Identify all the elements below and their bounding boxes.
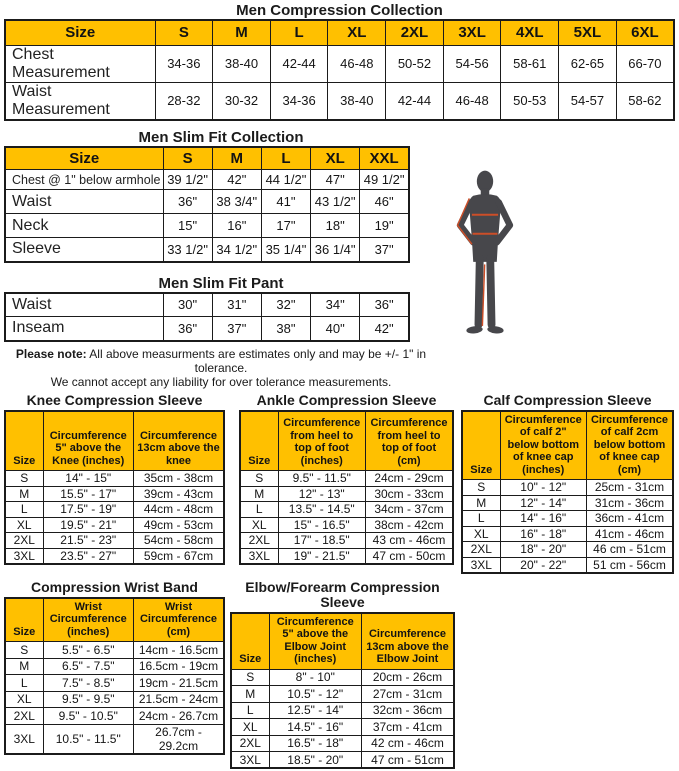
table-cell: 25cm - 31cm	[587, 480, 674, 496]
column-header: XL	[311, 147, 360, 170]
knee-sleeve-section	[4, 393, 225, 574]
table-cell: L	[5, 502, 43, 518]
table-row	[5, 533, 224, 549]
table-cell: 13.5" - 14.5"	[278, 502, 366, 518]
column-header: Circumference from heel to top of foot (cm)	[366, 411, 454, 471]
table-cell: 21.5cm - 24cm	[134, 691, 225, 708]
men-slim-fit-table	[4, 146, 410, 263]
table-body	[462, 480, 673, 573]
column-header: Size	[462, 411, 500, 480]
table-cell: 34cm - 37cm	[366, 502, 454, 518]
men-compression-table	[4, 19, 675, 121]
table-body	[240, 471, 453, 564]
table-cell: 3XL	[462, 557, 500, 573]
table-cell: Waist	[5, 190, 163, 214]
column-header: XL	[328, 20, 386, 45]
column-header: M	[212, 147, 261, 170]
table-body	[5, 471, 224, 564]
column-header: S	[155, 20, 213, 45]
table-header	[5, 20, 674, 45]
table-row	[462, 511, 673, 527]
table-row	[462, 480, 673, 496]
elbow-sleeve-table	[230, 612, 455, 770]
table-cell: 42-44	[270, 45, 328, 82]
header-row	[231, 613, 454, 670]
table-cell: 38-40	[213, 45, 271, 82]
table-cell: 16.5" - 18"	[269, 735, 362, 752]
table-cell: XL	[5, 691, 43, 708]
table-cell: 10.5" - 12"	[269, 686, 362, 703]
table-header	[240, 411, 453, 471]
table-cell: 58-62	[616, 82, 674, 120]
table-cell: 2XL	[240, 533, 278, 549]
table-cell: Inseam	[5, 317, 163, 341]
table-cell: 43 cm - 46cm	[366, 533, 454, 549]
table-cell: 47"	[311, 170, 360, 190]
table-cell: Neck	[5, 214, 163, 238]
table-cell: 9.5" - 11.5"	[278, 471, 366, 487]
table-cell: 20cm - 26cm	[362, 669, 455, 686]
table-cell: 5.5" - 6.5"	[43, 642, 134, 659]
table-row	[5, 675, 224, 692]
calf-sleeve-section	[461, 393, 674, 574]
ankle-sleeve-section	[239, 393, 454, 574]
table-cell: 38cm - 42cm	[366, 517, 454, 533]
table-cell: 42"	[212, 170, 261, 190]
knee-sleeve-table	[4, 410, 225, 565]
header-row	[5, 20, 674, 45]
column-header: 5XL	[559, 20, 617, 45]
table-row	[462, 526, 673, 542]
table-cell: 30cm - 33cm	[366, 486, 454, 502]
table-row	[5, 82, 674, 120]
table-row	[5, 190, 409, 214]
table-cell: 34"	[311, 293, 360, 317]
table-cell: 42 cm - 46cm	[362, 735, 455, 752]
table-cell: 20" - 22"	[500, 557, 587, 573]
table-cell: 18"	[311, 214, 360, 238]
table-cell: 32cm - 36cm	[362, 702, 455, 719]
table-row	[5, 45, 674, 82]
header-row	[240, 411, 453, 471]
table-cell: 37"	[360, 238, 409, 262]
table-cell: Chest Measurement	[5, 45, 155, 82]
table-row	[5, 548, 224, 564]
table-cell: 42-44	[386, 82, 444, 120]
table-cell: M	[231, 686, 269, 703]
men-slim-fit-pant-table	[4, 292, 410, 342]
table-cell: 15"	[163, 214, 212, 238]
table-row	[231, 669, 454, 686]
table-cell: 14cm - 16.5cm	[134, 642, 225, 659]
table-cell: Waist Measurement	[5, 82, 155, 120]
header-row	[462, 411, 673, 480]
table-cell: L	[240, 502, 278, 518]
table-cell: 6.5" - 7.5"	[43, 658, 134, 675]
table-cell: 14" - 15"	[43, 471, 134, 487]
column-header: Circumference of calf 2cm below bottom of knee cap (cm)	[587, 411, 674, 480]
tolerance-note-line1	[4, 347, 438, 375]
table-cell: 66-70	[616, 45, 674, 82]
men-compression-title: Men Compression Collection	[236, 2, 443, 19]
table-cell: Waist	[5, 293, 163, 317]
table-cell: 35 1/4"	[261, 238, 310, 262]
table-cell: L	[231, 702, 269, 719]
table-cell: 44 1/2"	[261, 170, 310, 190]
header-row	[5, 411, 224, 471]
column-header: Circumference from heel to top of foot (inches)	[278, 411, 366, 471]
table-row	[240, 486, 453, 502]
column-header: Size	[240, 411, 278, 471]
table-cell: 38"	[261, 317, 310, 341]
table-cell: S	[231, 669, 269, 686]
table-header	[5, 147, 409, 170]
table-cell: 41cm - 46cm	[587, 526, 674, 542]
tolerance-note-line2: We cannot accept any liability for over tolerance measurements.	[50, 374, 392, 389]
column-header: Wrist Circumference (cm)	[134, 598, 225, 642]
header-row	[5, 598, 224, 642]
table-row	[5, 724, 224, 754]
column-header: Size	[5, 598, 43, 642]
table-cell: M	[5, 486, 43, 502]
table-row	[5, 658, 224, 675]
column-header: Size	[231, 613, 269, 670]
tolerance-note	[4, 347, 438, 389]
table-cell: M	[5, 658, 43, 675]
table-row	[5, 486, 224, 502]
table-row	[231, 735, 454, 752]
table-row	[240, 548, 453, 564]
table-cell: 17" - 18.5"	[278, 533, 366, 549]
table-cell: 12" - 14"	[500, 495, 587, 511]
man-silhouette-figure	[452, 169, 518, 389]
table-body	[5, 170, 409, 262]
table-cell: 2XL	[231, 735, 269, 752]
table-cell: 24cm - 29cm	[366, 471, 454, 487]
table-cell: L	[5, 675, 43, 692]
table-cell: 16.5cm - 19cm	[134, 658, 225, 675]
table-row	[5, 214, 409, 238]
column-header: Circumference 5" above the Knee (inches)	[43, 411, 134, 471]
table-row	[231, 686, 454, 703]
table-row	[231, 702, 454, 719]
table-cell: 49cm - 53cm	[134, 517, 225, 533]
left-column	[4, 129, 438, 389]
table-cell: 49 1/2"	[360, 170, 409, 190]
table-row	[5, 170, 409, 190]
table-cell: 14.5" - 16"	[269, 719, 362, 736]
column-header: 4XL	[501, 20, 559, 45]
table-cell: 26.7cm - 29.2cm	[134, 724, 225, 754]
table-header	[5, 598, 224, 642]
column-header: 2XL	[386, 20, 444, 45]
table-cell: 36 1/4"	[311, 238, 360, 262]
column-header: S	[163, 147, 212, 170]
table-cell: 50-52	[386, 45, 444, 82]
table-cell: S	[462, 480, 500, 496]
table-cell: 62-65	[559, 45, 617, 82]
table-cell: 39cm - 43cm	[134, 486, 225, 502]
column-header: L	[261, 147, 310, 170]
calf-sleeve-table	[461, 410, 674, 574]
table-cell: 46 cm - 51cm	[587, 542, 674, 558]
table-body	[5, 45, 674, 120]
table-cell: S	[5, 642, 43, 659]
table-cell: 7.5" - 8.5"	[43, 675, 134, 692]
table-row	[231, 752, 454, 769]
table-body	[5, 293, 409, 341]
table-row	[5, 471, 224, 487]
table-row	[5, 293, 409, 317]
table-cell: 9.5" - 9.5"	[43, 691, 134, 708]
table-row	[462, 557, 673, 573]
table-cell: 54-56	[443, 45, 501, 82]
table-cell: 10" - 12"	[500, 480, 587, 496]
table-cell: 47 cm - 50cm	[366, 548, 454, 564]
table-cell: 28-32	[155, 82, 213, 120]
table-cell: L	[462, 511, 500, 527]
table-cell: 3XL	[5, 548, 43, 564]
table-cell: 8" - 10"	[269, 669, 362, 686]
table-body	[5, 642, 224, 754]
table-row	[231, 719, 454, 736]
table-cell: 32"	[261, 293, 310, 317]
table-row	[240, 517, 453, 533]
elbow-sleeve-section	[230, 580, 455, 770]
table-row	[240, 533, 453, 549]
table-cell: 46"	[360, 190, 409, 214]
table-cell: 12.5" - 14"	[269, 702, 362, 719]
tolerance-note-label: Please note:	[15, 346, 87, 361]
tolerance-note-text: All above measurments are estimates only and may be +/- 1" in tolerance.	[86, 346, 427, 375]
table-cell: 58-61	[501, 45, 559, 82]
column-header: M	[213, 20, 271, 45]
table-cell: 42"	[360, 317, 409, 341]
table-cell: 18.5" - 20"	[269, 752, 362, 769]
table-cell: 15" - 16.5"	[278, 517, 366, 533]
table-body	[231, 669, 454, 768]
table-cell: 41"	[261, 190, 310, 214]
table-cell: 2XL	[5, 533, 43, 549]
table-row	[5, 502, 224, 518]
header-row	[5, 147, 409, 170]
table-cell: 59cm - 67cm	[134, 548, 225, 564]
table-cell: 16" - 18"	[500, 526, 587, 542]
table-cell: 38-40	[328, 82, 386, 120]
wrist-band-title: Compression Wrist Band	[31, 578, 198, 595]
table-cell: 24cm - 26.7cm	[134, 708, 225, 725]
table-cell: 2XL	[462, 542, 500, 558]
table-cell: 35cm - 38cm	[134, 471, 225, 487]
column-header: Size	[5, 20, 155, 45]
table-row	[5, 317, 409, 341]
column-header: Wrist Circumference (inches)	[43, 598, 134, 642]
column-header: XXL	[360, 147, 409, 170]
table-cell: 15.5" - 17"	[43, 486, 134, 502]
table-cell: 54-57	[559, 82, 617, 120]
column-header: 3XL	[443, 20, 501, 45]
table-header	[462, 411, 673, 480]
table-cell: 30-32	[213, 82, 271, 120]
table-cell: XL	[240, 517, 278, 533]
table-cell: 14" - 16"	[500, 511, 587, 527]
column-header: Circumference 5" above the Elbow Joint (inches)	[269, 613, 362, 670]
table-cell: S	[5, 471, 43, 487]
table-cell: 36"	[163, 317, 212, 341]
wrist-elbow-tables-row	[4, 580, 675, 770]
table-cell: 40"	[311, 317, 360, 341]
table-cell: 19"	[360, 214, 409, 238]
table-cell: 50-53	[501, 82, 559, 120]
table-row	[5, 708, 224, 725]
column-header: Size	[5, 411, 43, 471]
table-row	[240, 502, 453, 518]
table-cell: S	[240, 471, 278, 487]
men-slim-fit-pant-title: Men Slim Fit Pant	[158, 274, 284, 292]
table-cell: 17"	[261, 214, 310, 238]
table-cell: 36cm - 41cm	[587, 511, 674, 527]
table-cell: 39 1/2"	[163, 170, 212, 190]
man-silhouette-icon	[452, 169, 518, 339]
column-header: Circumference 13cm above the Elbow Joint	[362, 613, 455, 670]
table-cell: 10.5" - 11.5"	[43, 724, 134, 754]
table-cell: 34 1/2"	[212, 238, 261, 262]
sleeve-tables-row	[4, 393, 675, 574]
table-cell: 46-48	[443, 82, 501, 120]
table-cell: 38 3/4"	[212, 190, 261, 214]
wrist-band-section	[4, 580, 225, 770]
table-row	[5, 238, 409, 262]
table-row	[5, 517, 224, 533]
table-cell: 36"	[163, 190, 212, 214]
elbow-sleeve-title: Elbow/Forearm Compression Sleeve	[245, 578, 440, 610]
table-cell: 2XL	[5, 708, 43, 725]
table-row	[5, 642, 224, 659]
table-row	[5, 691, 224, 708]
table-cell: 3XL	[5, 724, 43, 754]
man-body-shape	[466, 170, 504, 334]
table-cell: 3XL	[240, 548, 278, 564]
table-cell: 46-48	[328, 45, 386, 82]
table-cell: 44cm - 48cm	[134, 502, 225, 518]
table-cell: 9.5" - 10.5"	[43, 708, 134, 725]
table-cell: Chest @ 1" below armhole	[5, 170, 163, 190]
table-row	[462, 495, 673, 511]
table-cell: 19cm - 21.5cm	[134, 675, 225, 692]
column-header: Size	[5, 147, 163, 170]
ankle-sleeve-title: Ankle Compression Sleeve	[256, 391, 437, 408]
table-cell: 23.5" - 27"	[43, 548, 134, 564]
calf-sleeve-title: Calf Compression Sleeve	[483, 391, 652, 408]
table-row	[240, 471, 453, 487]
table-cell: XL	[231, 719, 269, 736]
table-cell: M	[462, 495, 500, 511]
table-cell: 31cm - 36cm	[587, 495, 674, 511]
table-cell: 54cm - 58cm	[134, 533, 225, 549]
column-header: L	[270, 20, 328, 45]
knee-sleeve-title: Knee Compression Sleeve	[26, 391, 203, 408]
table-cell: 12" - 13"	[278, 486, 366, 502]
table-cell: 16"	[212, 214, 261, 238]
table-cell: 18" - 20"	[500, 542, 587, 558]
table-cell: M	[240, 486, 278, 502]
table-cell: 21.5" - 23"	[43, 533, 134, 549]
table-cell: XL	[462, 526, 500, 542]
table-cell: 30"	[163, 293, 212, 317]
column-header: 6XL	[616, 20, 674, 45]
table-cell: 3XL	[231, 752, 269, 769]
table-cell: 19" - 21.5"	[278, 548, 366, 564]
men-slim-fit-title: Men Slim Fit Collection	[138, 128, 304, 146]
table-header	[231, 613, 454, 670]
table-cell: 17.5" - 19"	[43, 502, 134, 518]
table-cell: 34-36	[270, 82, 328, 120]
table-cell: 43 1/2"	[311, 190, 360, 214]
table-cell: 27cm - 31cm	[362, 686, 455, 703]
wrist-band-table	[4, 597, 225, 755]
table-cell: Sleeve	[5, 238, 163, 262]
table-cell: 33 1/2"	[163, 238, 212, 262]
ankle-sleeve-table	[239, 410, 454, 565]
table-header	[5, 411, 224, 471]
table-cell: 19.5" - 21"	[43, 517, 134, 533]
table-cell: 51 cm - 56cm	[587, 557, 674, 573]
table-cell: 36"	[360, 293, 409, 317]
column-header: Circumference 13cm above the knee	[134, 411, 225, 471]
table-cell: 37"	[212, 317, 261, 341]
table-cell: 37cm - 41cm	[362, 719, 455, 736]
table-row	[462, 542, 673, 558]
table-cell: 31"	[212, 293, 261, 317]
column-header: Circumference of calf 2" below bottom of knee cap (inches)	[500, 411, 587, 480]
table-cell: 34-36	[155, 45, 213, 82]
table-cell: XL	[5, 517, 43, 533]
table-cell: 47 cm - 51cm	[362, 752, 455, 769]
